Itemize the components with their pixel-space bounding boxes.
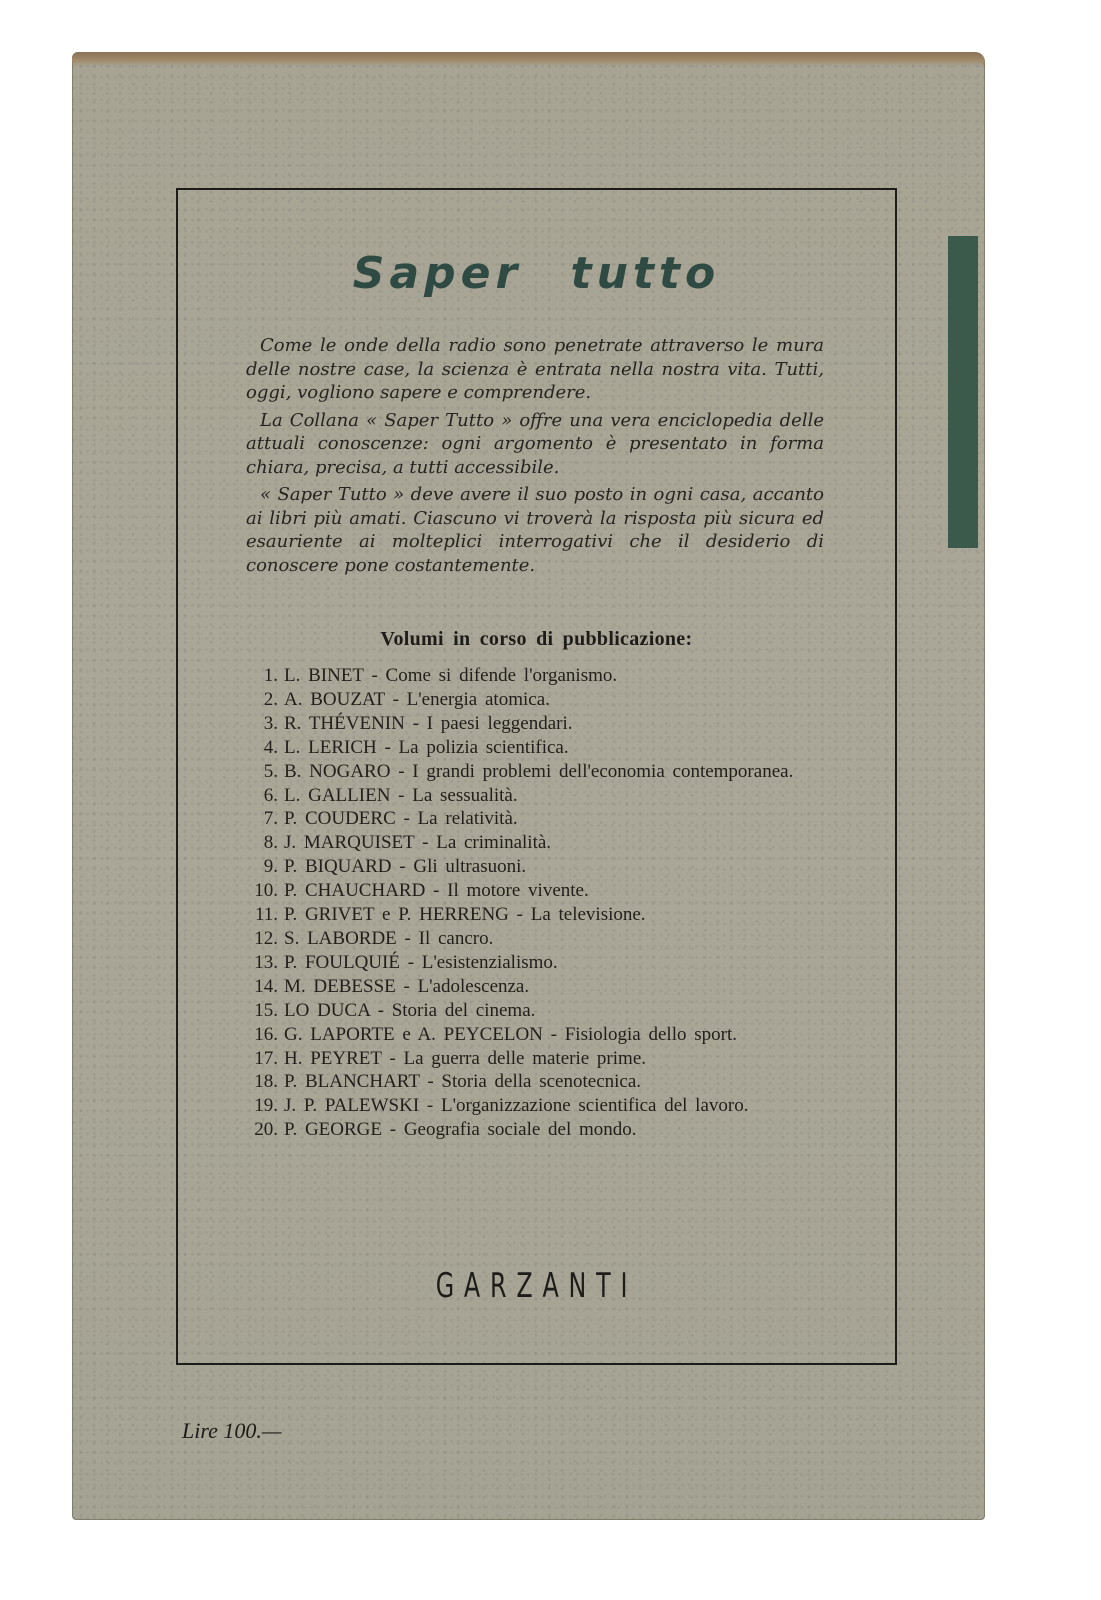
volume-number: 1. [263, 665, 278, 686]
volume-item [240, 784, 840, 808]
volume-item [240, 712, 840, 736]
volume-title: L. GALLIEN - La sessualità. [284, 784, 518, 806]
volume-item [240, 1023, 840, 1047]
volume-title: G. LAPORTE e A. PEYCELON - Fisiologia dello sport. [284, 1023, 737, 1045]
volume-title: H. PEYRET - La guerra delle materie prime. [284, 1047, 646, 1069]
volume-number: 2. [263, 688, 278, 710]
volume-number: 11. [254, 904, 278, 926]
volume-item [240, 1118, 840, 1142]
volume-title: A. BOUZAT - L'energia atomica. [284, 688, 550, 710]
cover-top-edge [72, 52, 985, 66]
volume-item [240, 927, 840, 951]
volume-number: 18. [254, 1071, 278, 1093]
volume-title: LO DUCA - Storia del cinema. [284, 999, 536, 1021]
volume-number: 19. [254, 1095, 278, 1117]
volume-item [240, 831, 840, 855]
volume-number: 15. [254, 999, 278, 1021]
volume-title: M. DEBESSE - L'adolescenza. [284, 975, 530, 997]
volume-title: L. LERICH - La polizia scientifica. [284, 736, 569, 758]
volume-title: J. MARQUISET - La criminalità. [284, 832, 552, 854]
green-spine-strip [948, 236, 978, 548]
volume-title: L. BINET - Come si difende l'organismo. [284, 665, 618, 686]
volume-number: 20. [254, 1119, 278, 1141]
intro-paragraph: Come le onde della radio sono penetrate attraverso le mura delle nostre case, la scienza è entrata nella nostra vita. Tutti, oggi, vogliono sapere e comprendere. [246, 335, 824, 403]
intro-text [246, 334, 824, 581]
volume-number: 9. [263, 856, 278, 878]
volume-item [240, 760, 840, 784]
volume-item [240, 975, 840, 999]
volume-title: R. THÉVENIN - I paesi leggendari. [284, 712, 573, 734]
price-label: Lire 100.— [182, 1418, 282, 1443]
volume-title: B. NOGARO - I grandi problemi dell'economia contemporanea. [284, 760, 794, 782]
volume-item [240, 1070, 840, 1094]
volumes-heading: Volumi in corso di pubblicazione: [380, 628, 693, 650]
volume-title: P. GEORGE - Geografia sociale del mondo. [284, 1119, 637, 1141]
volume-title: J. P. PALEWSKI - L'organizzazione scientifica del lavoro. [284, 1095, 749, 1117]
volume-title: P. GRIVET e P. HERRENG - La televisione. [284, 904, 646, 926]
volume-item [240, 688, 840, 712]
volume-item [240, 736, 840, 760]
volume-item [240, 999, 840, 1023]
series-title: Saper tutto [352, 248, 721, 299]
volume-number: 12. [254, 927, 278, 949]
book-back-cover [72, 52, 985, 1520]
volume-item [240, 903, 840, 927]
volume-number: 17. [254, 1047, 278, 1069]
volume-number: 5. [263, 760, 278, 782]
volume-item [240, 1094, 840, 1118]
volume-number: 14. [254, 975, 278, 997]
intro-paragraph: La Collana « Saper Tutto » offre una vera enciclopedia delle attuali conoscenze: ogni argomento è presentato in forma chiara, precisa, a tutti accessibile. [246, 409, 824, 478]
volume-title: P. COUDERC - La relatività. [284, 808, 518, 830]
volume-list [240, 664, 840, 1142]
volume-item [240, 855, 840, 879]
volume-title: P. BLANCHART - Storia della scenotecnica. [284, 1071, 642, 1093]
volume-item [240, 1047, 840, 1071]
volume-number: 3. [263, 712, 278, 734]
volume-item [240, 807, 840, 831]
volume-item [240, 951, 840, 975]
content-frame [176, 188, 897, 1365]
volume-number: 8. [263, 832, 278, 854]
volume-title: P. BIQUARD - Gli ultrasuoni. [284, 856, 527, 878]
volume-number: 7. [263, 808, 278, 830]
volume-item [240, 879, 840, 903]
volume-title: P. FOULQUIÉ - L'esistenzialismo. [284, 951, 558, 973]
volume-item [240, 664, 840, 688]
volume-number: 16. [254, 1023, 278, 1045]
publisher-name: GARZANTI [435, 1266, 638, 1306]
volume-title: P. CHAUCHARD - Il motore vivente. [284, 880, 589, 902]
intro-paragraph: « Saper Tutto » deve avere il suo posto in ogni casa, accanto ai libri più amati. Ciascuno vi troverà la risposta più sicura ed esauriente ai molteplici interrogativi che il desiderio di conoscere pone costantemente. [246, 484, 824, 576]
volume-number: 13. [254, 951, 278, 973]
volume-title: S. LABORDE - Il cancro. [284, 927, 494, 949]
volume-number: 6. [263, 784, 278, 806]
volume-number: 10. [254, 880, 278, 902]
volume-number: 4. [263, 736, 278, 758]
